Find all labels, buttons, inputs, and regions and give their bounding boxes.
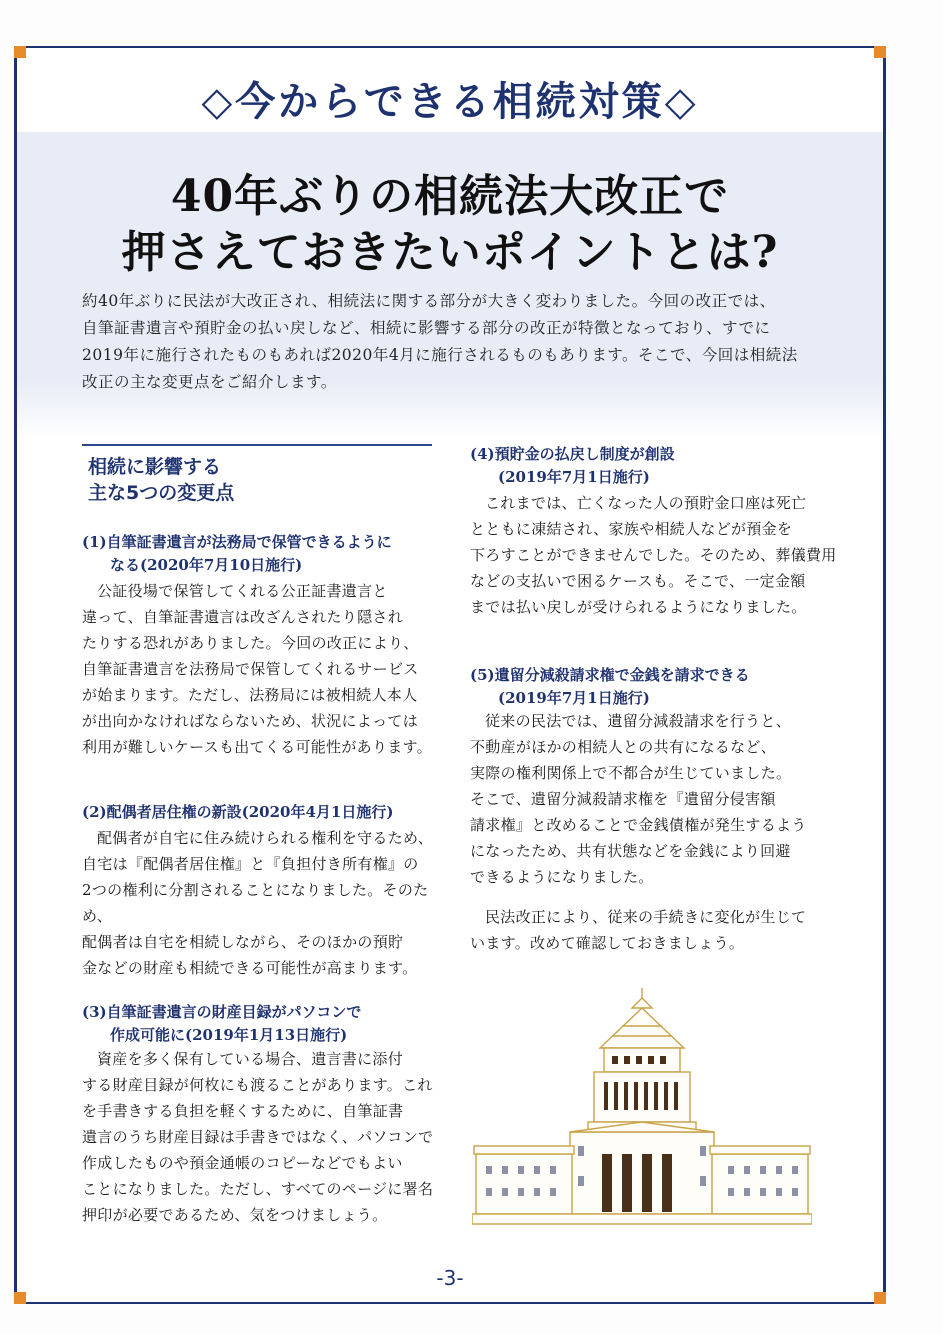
body-line: とともに凍結され、家族や相続人などが預金を [470, 520, 793, 538]
body-line: できるようになりました。 [470, 868, 654, 886]
lead-line: 改正の主な変更点をご紹介します。 [82, 373, 337, 391]
body-line: 違って、自筆証書遺言は改ざんされたり隠され [82, 608, 404, 626]
body-line: 民法改正により、従来の手続きに変化が生じて [485, 908, 807, 926]
item-5-body [470, 708, 840, 890]
item-title-line: 作成可能に(2019年1月13日施行) [110, 1026, 348, 1044]
body-line: 遺言のうち財産目録は手書きではなく、パソコンで [82, 1128, 434, 1146]
section-title [88, 454, 234, 506]
item-1-body [82, 578, 452, 760]
body-line: 作成したものや預金通帳のコピーなどでもよい [82, 1154, 403, 1172]
body-line: 下ろすことができませんでした。そのため、葬儀費用 [470, 546, 837, 564]
body-line: います。改めて確認しておきましょう。 [470, 934, 745, 952]
corner-accent [14, 46, 26, 58]
lead-paragraph [82, 288, 852, 396]
corner-accent [14, 1292, 26, 1304]
body-line: そこで、遺留分減殺請求権を『遺留分侵害額 [470, 790, 776, 808]
item-4-body [470, 490, 840, 620]
page-kicker: ◇今からできる相続対策◇ [201, 79, 699, 125]
body-line: ことになりました。ただし、すべてのページに署名 [82, 1180, 434, 1198]
body-line: 公証役場で保管してくれる公正証書遺言と [97, 582, 388, 600]
section-rule [82, 444, 432, 446]
item-5-title [470, 664, 840, 710]
item-title-line: (2)配偶者居住権の新設(2020年4月1日施行) [82, 803, 394, 821]
item-1-title [82, 531, 442, 577]
item-title-line: (1)自筆証書遺言が法務局で保管できるように [82, 533, 392, 551]
item-2-title [82, 801, 452, 824]
item-3-body [82, 1046, 452, 1228]
item-title-line: (4)預貯金の払戻し制度が創設 [470, 445, 675, 463]
headline-line-1: 40年ぶりの相続法大改正で [170, 171, 730, 222]
body-line: までは払い戻しが受けられるようになりました。 [470, 598, 807, 616]
lead-line: 自筆証書遺言や預貯金の払い戻しなど、相続に影響する部分の改正が特徴となっており、すでに [82, 319, 771, 337]
page-number: -3- [436, 1266, 464, 1290]
section-title-line: 相続に影響する [88, 456, 222, 478]
body-line: 金などの財産も相続できる可能性が高まります。 [82, 959, 418, 977]
lead-line: 約40年ぶりに民法が大改正され、相続法に関する部分が大きく変わりました。今回の改正では、 [82, 292, 776, 310]
headline-line-2: 押さえておきたいポイントとは? [121, 227, 779, 278]
item-2-body [82, 825, 452, 981]
body-line: 不動産がほかの相続人との共有になるなど、 [470, 738, 777, 756]
body-line: 請求権』と改めることで金銭債権が発生するよう [470, 816, 807, 834]
body-line: 資産を多く保有している場合、遺言書に添付 [97, 1050, 404, 1068]
body-line: 従来の民法では、遺留分減殺請求を行うと、 [485, 712, 792, 730]
item-title-line: (2019年7月1日施行) [498, 468, 650, 486]
body-line: を手書きする負担を軽くするために、自筆証書 [82, 1102, 404, 1120]
body-line: 配偶者は自宅を相続しながら、そのほかの預貯 [82, 933, 404, 951]
body-line: が始まります。ただし、法務局には被相続人本人 [82, 686, 418, 704]
corner-accent [874, 46, 886, 58]
corner-accent [874, 1292, 886, 1304]
body-line: 配偶者が自宅に住み続けられる権利を守るため、 [97, 829, 434, 847]
item-title-line: なる(2020年7月10日施行) [110, 556, 303, 574]
section-title-line: 主な5つの変更点 [88, 482, 235, 504]
body-line: などの支払いで困るケースも。そこで、一定金額 [470, 572, 806, 590]
item-title-line: (2019年7月1日施行) [498, 689, 650, 707]
body-line: になったため、共有状態などを金銭により回避 [470, 842, 791, 860]
body-line: 実際の権利関係上で不都合が生じていました。 [470, 764, 792, 782]
body-line: たりする恐れがありました。今回の改正により、 [82, 634, 419, 652]
body-line: 自筆証書遺言を法務局で保管してくれるサービス [82, 660, 419, 678]
item-title-line: (5)遺留分減殺請求権で金銭を請求できる [470, 666, 750, 684]
item-3-title [82, 1001, 442, 1047]
body-line: が出向かなければならないため、状況によっては [82, 712, 419, 730]
item-title-line: (3)自筆証書遺言の財産目録がパソコンで [82, 1003, 362, 1021]
body-line: 押印が必要であるため、気をつけましょう。 [82, 1206, 388, 1224]
item-4-title [470, 443, 830, 489]
body-line: 利用が難しいケースも出てくる可能性があります。 [82, 738, 432, 756]
body-line: 自宅は『配偶者居住権』と『負担付き所有権』の [82, 855, 419, 873]
lead-line: 2019年に施行されたものもあれば2020年4月に施行されるものもあります。そこで、今回は相続法 [82, 346, 798, 364]
body-line: 2つの権利に分割されることになりました。そのため、 [82, 881, 429, 925]
closing-paragraph [470, 904, 840, 956]
body-line: これまでは、亡くなった人の預貯金口座は死亡 [485, 494, 807, 512]
national-diet-building-icon [472, 986, 812, 1231]
body-line: する財産目録が何枚にも渡ることがあります。これ [82, 1076, 433, 1094]
